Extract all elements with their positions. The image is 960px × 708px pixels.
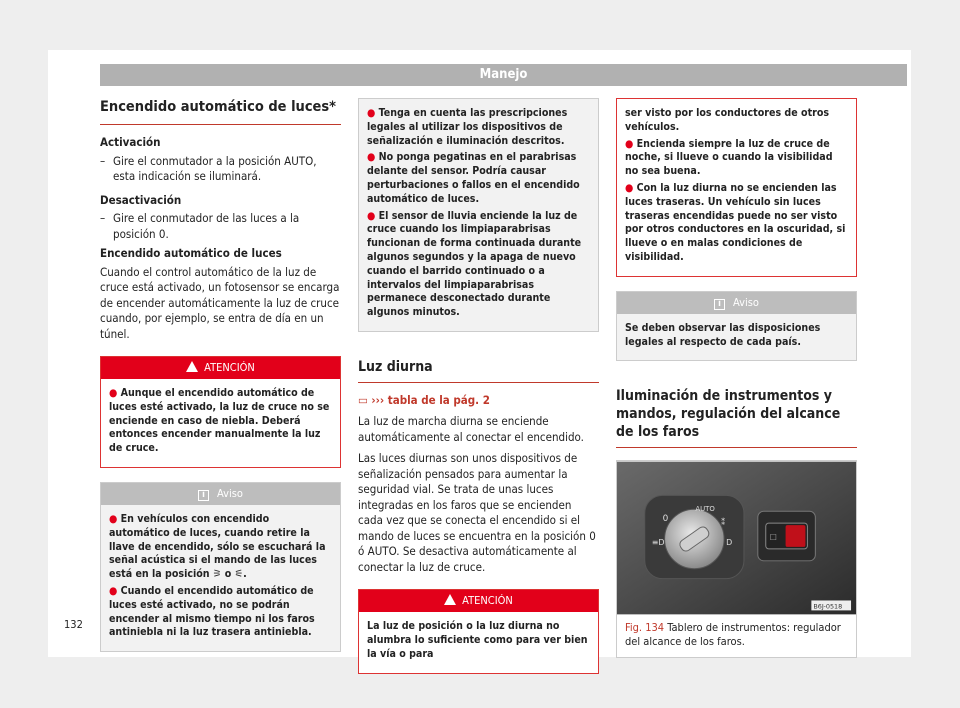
- note-item: ● En vehículos con encendido automático de luces, cuando retire la llave de encendido, sólo se escuchará la señal acústica si el mando de las luces está en la posición ⚞ o ⚟.: [109, 512, 326, 581]
- warning-item: La luz de posición o la luz diurna no alumbra lo suficiente como para ver bien la vía o para: [367, 620, 588, 661]
- warning-box-2: [358, 589, 599, 673]
- column-1: [100, 98, 341, 652]
- section-title-auto-lights: Encendido automático de luces*: [100, 98, 341, 125]
- svg-text:≡D: ≡D: [651, 538, 665, 548]
- table-reference[interactable]: ▭ ››› tabla de la pág. 2: [358, 392, 490, 407]
- warning-continued-box: [358, 98, 599, 332]
- activation-heading: Activación: [100, 135, 161, 149]
- info-icon: i: [198, 490, 209, 501]
- info-icon: i: [714, 299, 725, 310]
- warning-icon: [444, 594, 456, 605]
- daytime-paragraph-1: La luz de marcha diurna se enciende automáticamente al conectar el encendido.: [358, 414, 584, 444]
- svg-text:☐: ☐: [769, 533, 777, 543]
- deactivation-step: – Gire el conmutador de las luces a la posición 0.: [100, 211, 300, 241]
- warning-item: ● El sensor de lluvia enciende la luz de cruce cuando los limpiaparabrisas funcionan de forma continuada durante algunos segundos y la apaga de nuevo cuando el barrido continuado o a intervalos del limpiaparabrisas permanece desconectado durante algunos minutos.: [367, 209, 582, 319]
- book-icon: ▭: [358, 392, 372, 407]
- warning-icon: [186, 361, 198, 372]
- note-box-2: [616, 291, 857, 362]
- note-header: i Aviso: [101, 483, 340, 505]
- warning-continued-box-2: [616, 98, 857, 277]
- auto-paragraph: Cuando el control automático de la luz de cruce está activado, un fotosensor se encarga de encender automáticamente la luz de cruce cuando, por ejemplo, se entra de día en un túnel.: [100, 264, 340, 341]
- deactivation-heading: Desactivación: [100, 192, 182, 207]
- section-title-daytime-lights: Luz diurna: [358, 358, 599, 383]
- warning-item: ● No ponga pegatinas en el parabrisas delante del sensor. Podría causar perturbaciones o fallos en el encendido automático de luces.: [367, 151, 580, 205]
- column-2: [358, 98, 599, 674]
- svg-text:B6J-0518: B6J-0518: [813, 602, 843, 611]
- warning-box: [100, 356, 341, 468]
- figure-134: [616, 460, 857, 658]
- warning-item: ● Aunque el encendido automático de luces esté activado, la luz de cruce no se enciende en caso de niebla. Deberá entonces encender manualmente la luz de cruce.: [109, 387, 330, 455]
- note-item: Se deben observar las disposiciones legales al respecto de cada país.: [625, 321, 821, 348]
- page-number: 132: [64, 618, 83, 631]
- chapter-header: Manejo: [100, 64, 907, 86]
- warning-intro: ser visto por los conductores de otros vehículos.: [625, 107, 830, 133]
- activation-step: – Gire el conmutador a la posición AUTO, esta indicación se iluminará.: [100, 153, 317, 183]
- warning-item: ● Con la luz diurna no se encienden las luces traseras. Un vehículo sin luces traseras encendidas puede no ser visto por otros conductores en la oscuridad, si llueve o en malas condiciones de visibilidad.: [625, 181, 846, 263]
- svg-text:AUTO: AUTO: [695, 505, 715, 514]
- daytime-paragraph-2: Las luces diurnas son unos dispositivos de señalización pensados para aumentar la seguridad vial. Se trata de unas luces integradas en los faros que se encienden cada vez que se conecta el encendido si el mando de luces se encuentra en la posición 0 ó AUTO. Se desactiva automáticamente al conectar la luz de cruce.: [358, 451, 596, 574]
- column-3: [616, 98, 857, 658]
- note-box: [100, 482, 341, 652]
- note-item: ● Cuando el encendido automático de luces esté activado, no se podrán encender al mismo tiempo ni los faros antiniebla ni la luz trasera antiniebla.: [109, 584, 315, 639]
- note-header: i Aviso: [617, 292, 856, 314]
- figure-caption: Fig. 134 Tablero de instrumentos: regulador del alcance de los faros.: [625, 621, 841, 649]
- svg-text:D: D: [726, 538, 733, 548]
- light-switch-photo: [617, 461, 856, 615]
- auto-heading: Encendido automático de luces: [100, 246, 282, 260]
- warning-header: ATENCIÓN: [101, 357, 340, 379]
- warning-header: ATENCIÓN: [359, 590, 598, 612]
- section-title-instruments: Iluminación de instrumentos y mandos, regulación del alcance de los faros: [616, 387, 857, 448]
- warning-item: ● Tenga en cuenta las prescripciones legales al utilizar los dispositivos de señalización e iluminación descritos.: [367, 107, 568, 147]
- warning-item: ● Encienda siempre la luz de cruce de noche, si llueve o cuando la visibilidad no sea buena.: [625, 137, 833, 178]
- manual-page: [48, 50, 911, 661]
- svg-text:⁑: ⁑: [721, 518, 726, 528]
- svg-text:0: 0: [662, 514, 669, 525]
